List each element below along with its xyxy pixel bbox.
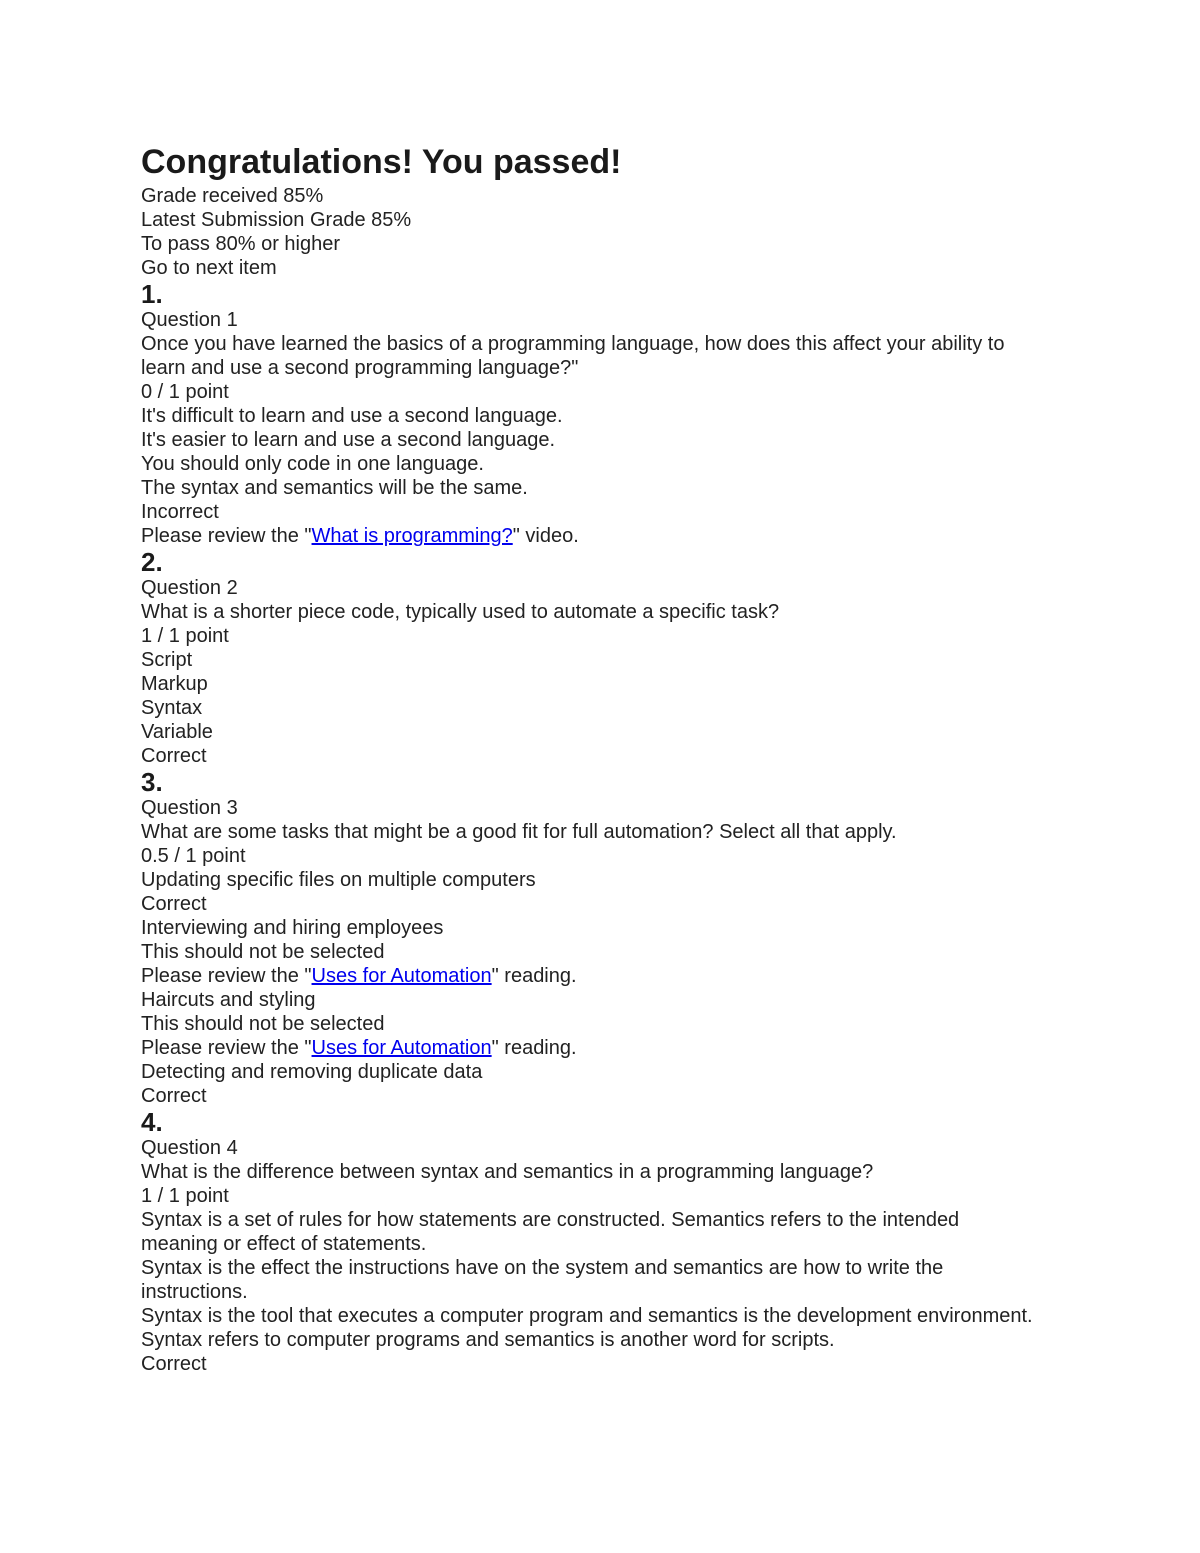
question-points: 0.5 / 1 point: [141, 845, 246, 867]
review-suffix: " reading.: [491, 965, 577, 987]
page-title: Congratulations! You passed!: [141, 143, 622, 181]
review-suffix: " reading.: [491, 1037, 577, 1059]
question-label: Question 3: [141, 797, 238, 819]
review-link[interactable]: Uses for Automation: [311, 965, 492, 987]
answer-option[interactable]: Script: [141, 649, 193, 671]
option-feedback: This should not be selected: [141, 941, 385, 963]
result-feedback: Correct: [141, 1353, 207, 1375]
question-number: 3.: [141, 767, 163, 797]
review-link[interactable]: Uses for Automation: [311, 1037, 492, 1059]
question-prompt: What is a shorter piece code, typically used to automate a specific task?: [141, 601, 780, 623]
grade-received: Grade received 85%: [141, 185, 324, 207]
answer-option[interactable]: Markup: [141, 673, 208, 695]
answer-option[interactable]: Syntax is a set of rules for how statements are constructed. Semantics refers to the intended meaning or effect of statements.: [141, 1209, 960, 1255]
answer-option[interactable]: Syntax is the effect the instructions have on the system and semantics are how to write the instructions.: [141, 1257, 944, 1303]
answer-option[interactable]: Haircuts and styling: [141, 989, 316, 1011]
result-feedback: Correct: [141, 745, 207, 767]
question-3: [141, 768, 1041, 1108]
question-label: Question 4: [141, 1137, 238, 1159]
question-label: Question 1: [141, 309, 238, 331]
answer-option[interactable]: Interviewing and hiring employees: [141, 917, 444, 939]
question-number: 4.: [141, 1107, 163, 1137]
question-number: 2.: [141, 547, 163, 577]
answer-option[interactable]: Syntax: [141, 697, 203, 719]
question-label: Question 2: [141, 577, 238, 599]
question-prompt: What are some tasks that might be a good fit for full automation? Select all that apply.: [141, 821, 897, 843]
review-suffix: " video.: [512, 525, 579, 547]
answer-option[interactable]: Syntax refers to computer programs and semantics is another word for scripts.: [141, 1329, 835, 1351]
go-to-next-item[interactable]: Go to next item: [141, 257, 277, 279]
answer-option[interactable]: Updating specific files on multiple computers: [141, 869, 536, 891]
result-feedback: Incorrect: [141, 501, 219, 523]
review-note: [141, 964, 1041, 988]
answer-option[interactable]: It's difficult to learn and use a second language.: [141, 405, 563, 427]
pass-threshold: To pass 80% or higher: [141, 233, 341, 255]
question-4: [141, 1108, 1041, 1376]
answer-option[interactable]: It's easier to learn and use a second language.: [141, 429, 556, 451]
question-prompt: What is the difference between syntax and semantics in a programming language?: [141, 1161, 874, 1183]
latest-submission-grade: Latest Submission Grade 85%: [141, 209, 412, 231]
review-note: [141, 524, 1041, 548]
question-1: [141, 280, 1041, 548]
question-2: [141, 548, 1041, 768]
review-prefix: Please review the ": [141, 965, 312, 987]
question-points: 1 / 1 point: [141, 625, 229, 647]
question-number: 1.: [141, 279, 163, 309]
review-prefix: Please review the ": [141, 525, 312, 547]
question-points: 1 / 1 point: [141, 1185, 229, 1207]
answer-option[interactable]: The syntax and semantics will be the same.: [141, 477, 528, 499]
option-feedback: This should not be selected: [141, 1013, 385, 1035]
answer-option[interactable]: Syntax is the tool that executes a computer program and semantics is the development environment.: [141, 1305, 1033, 1327]
answer-option[interactable]: Detecting and removing duplicate data: [141, 1061, 483, 1083]
document-body: [141, 142, 1041, 1376]
answer-option[interactable]: You should only code in one language.: [141, 453, 484, 475]
option-feedback: Correct: [141, 893, 207, 915]
review-link[interactable]: What is programming?: [311, 525, 513, 547]
question-prompt: Once you have learned the basics of a programming language, how does this affect your ability to learn and use a second programming language?": [141, 333, 1005, 379]
question-points: 0 / 1 point: [141, 381, 229, 403]
review-note: [141, 1036, 1041, 1060]
review-prefix: Please review the ": [141, 1037, 312, 1059]
answer-option[interactable]: Variable: [141, 721, 213, 743]
option-feedback: Correct: [141, 1085, 207, 1107]
